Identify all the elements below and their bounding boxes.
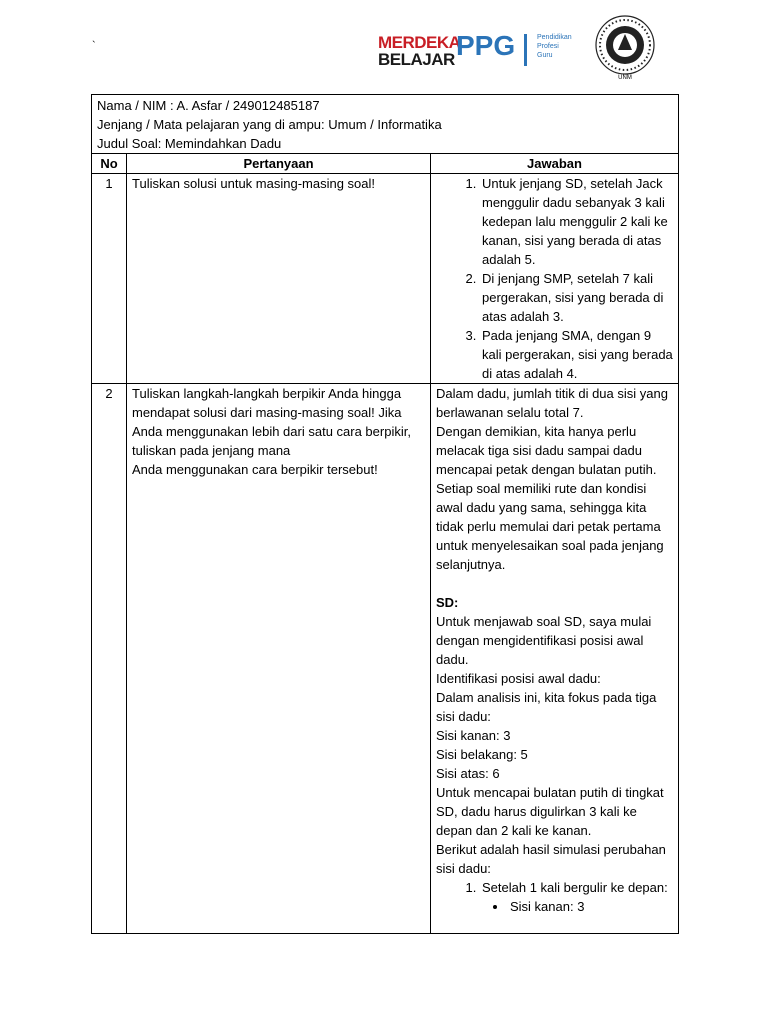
merdeka-text: MERDEKA: [378, 33, 461, 52]
sd-heading: SD:: [436, 595, 459, 610]
question-cell: Tuliskan langkah-langkah berpikir Anda hingga mendapat solusi dari masing-masing soal! Jika Anda menggunakan lebih dari satu cara berpikir, tuliskan pada jenjang mana Anda menggunakan cara berpikir tersebut!: [127, 384, 431, 934]
col-header-answer: Jawaban: [431, 154, 679, 174]
col-header-question: Pertanyaan: [127, 154, 431, 174]
answer-paragraph: Dengan demikian, kita hanya perlu melacak tiga sisi dadu sampai dadu mencapai petak dengan bulatan putih.: [436, 424, 657, 477]
unm-seal-icon: [594, 14, 656, 80]
header-logos: [378, 14, 678, 84]
answer-paragraph: Sisi atas: 6: [436, 766, 500, 781]
list-item: • Sisi kanan: 3: [508, 897, 673, 916]
answer-paragraph: Untuk menjawab soal SD, saya mulai dengan mengidentifikasi posisi awal dadu.: [436, 614, 652, 667]
answer-paragraph: Untuk mencapai bulatan putih di tingkat SD, dadu harus digulirkan 3 kali ke depan dan 2 kali ke kanan.: [436, 785, 664, 838]
question-cell: Tuliskan solusi untuk masing-masing soal!: [127, 174, 431, 384]
answer-paragraph: Identifikasi posisi awal dadu:: [436, 671, 601, 686]
list-item: 2. Di jenjang SMP, setelah 7 kali pergerakan, sisi yang berada di atas adalah 3.: [480, 269, 673, 326]
simulation-steps: [436, 878, 673, 916]
col-header-no: No: [92, 154, 127, 174]
row-number: 1: [92, 174, 127, 384]
answer-list: [436, 174, 673, 383]
ppg-divider: [524, 34, 527, 66]
list-item: 1. Setelah 1 kali bergulir ke depan: • Sisi kanan: 3: [480, 878, 673, 916]
name-line: Nama / NIM : A. Asfar / 249012485187: [97, 98, 320, 113]
table-row: [92, 384, 679, 934]
answer-paragraph: Setiap soal memiliki rute dan kondisi awal dadu yang sama, sehingga kita tidak perlu memulai dari petak pertama untuk menyelesaikan soal pada jenjang selanjutnya.: [436, 481, 664, 572]
answer-paragraph: Dalam dadu, jumlah titik di dua sisi yang berlawanan selalu total 7.: [436, 386, 668, 420]
ppg-subtitle: Pendidikan Profesi Guru: [537, 34, 572, 59]
list-item: 1. Untuk jenjang SD, setelah Jack menggulir dadu sebanyak 3 kali kedepan lalu menggulir 2 kali ke kanan, sisi yang berada di atas adalah 5.: [480, 174, 673, 269]
answer-table: [91, 94, 679, 934]
list-item: 3. Pada jenjang SMA, dengan 9 kali pergerakan, sisi yang berada di atas adalah 4.: [480, 326, 673, 383]
answer-cell: [431, 174, 679, 384]
belajar-text: BELAJAR: [378, 50, 455, 69]
row-number: 2: [92, 384, 127, 934]
answer-paragraph: Sisi belakang: 5: [436, 747, 528, 762]
stray-mark: `: [92, 40, 96, 52]
column-header-row: [92, 154, 679, 174]
title-line: Judul Soal: Memindahkan Dadu: [97, 136, 282, 151]
answer-cell: [431, 384, 679, 934]
answer-paragraph: Sisi kanan: 3: [436, 728, 511, 743]
level-line: Jenjang / Mata pelajaran yang di ampu: Umum / Informatika: [97, 117, 442, 132]
ppg-logo: PPG: [456, 30, 516, 61]
answer-paragraph: Berikut adalah hasil simulasi perubahan sisi dadu:: [436, 842, 666, 876]
merdeka-belajar-logo: [378, 34, 460, 68]
table-row: [92, 174, 679, 384]
svg-text:UNM: UNM: [618, 75, 632, 80]
info-row: [92, 95, 679, 154]
answer-paragraph: Dalam analisis ini, kita fokus pada tiga sisi dadu:: [436, 690, 657, 724]
